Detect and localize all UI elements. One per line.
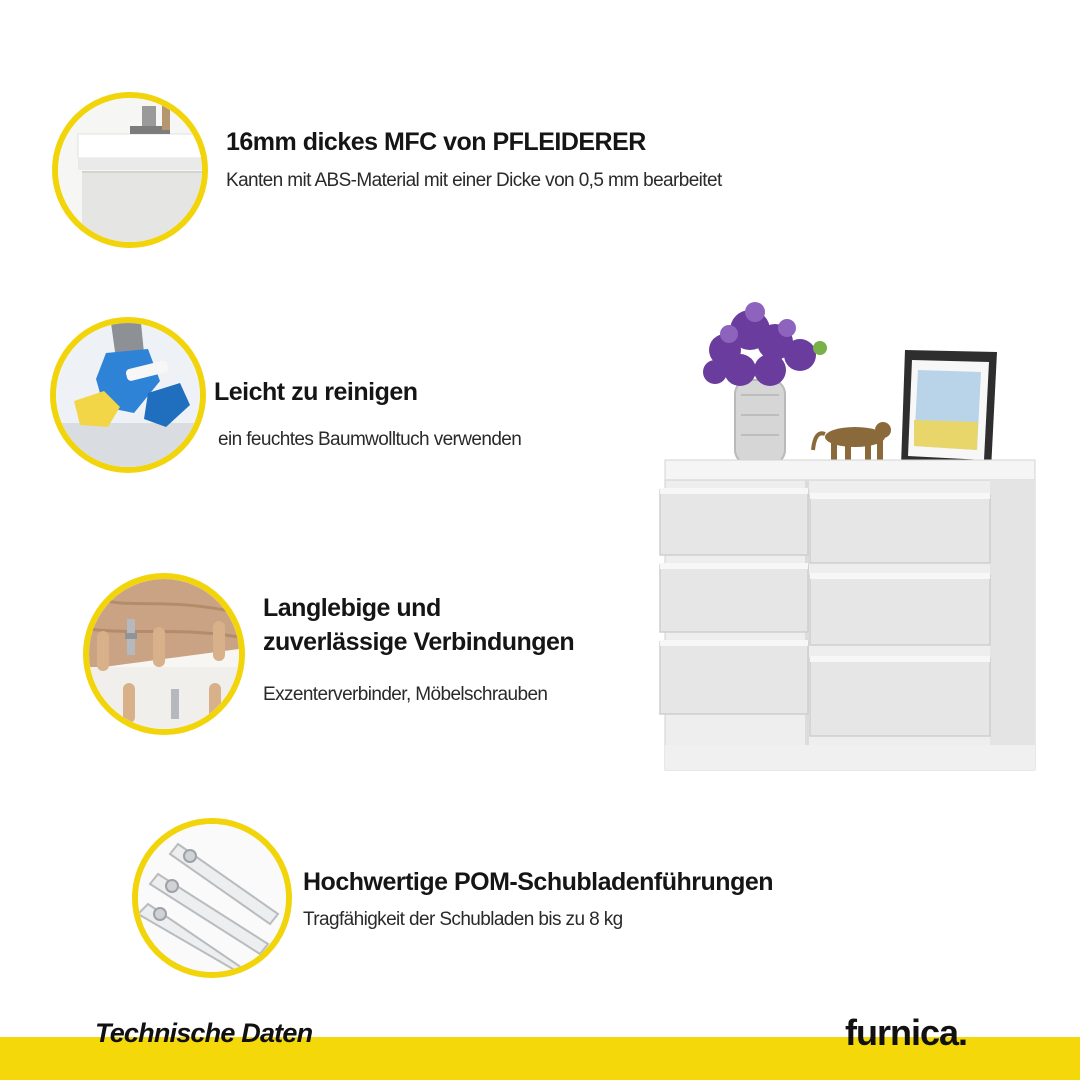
feature-4-image — [132, 818, 292, 978]
feature-3-title-line-2: zuverlässige Verbindungen — [263, 627, 575, 656]
wooden-dowels-icon — [89, 579, 239, 729]
feature-3-description: Exzenterverbinder, Möbelschrauben — [263, 684, 548, 705]
tiger-figurine-icon — [813, 422, 891, 460]
feature-1-title: 16mm dickes MFC von PFLEIDERER — [226, 128, 646, 156]
feature-3-title-line-1: Langlebige und — [263, 594, 441, 622]
feature-1-image — [52, 92, 208, 248]
dresser-product-image — [655, 300, 1075, 780]
feature-4-description: Tragfähigkeit der Schubladen bis zu 8 kg — [303, 909, 623, 930]
feature-2-image — [50, 317, 206, 473]
feature-2-description: ein feuchtes Baumwolltuch verwenden — [218, 429, 522, 450]
drawer-runners-icon — [138, 824, 286, 972]
technical-data-label: Technische Daten — [95, 1018, 313, 1048]
picture-frame-icon — [901, 350, 997, 470]
brand-logo: furnica. — [845, 1012, 968, 1053]
cleaning-glove-icon — [56, 323, 200, 467]
feature-2-title: Leicht zu reinigen — [214, 378, 418, 406]
feature-1-description: Kanten mit ABS-Material mit einer Dicke von 0,5 mm bearbeitet — [226, 170, 722, 191]
feature-4-title: Hochwertige POM-Schubladenführungen — [303, 868, 774, 896]
feature-3-image — [83, 573, 245, 735]
edge-panel-icon — [58, 98, 202, 242]
feature-3-title — [263, 592, 574, 660]
flower-vase-icon — [703, 302, 827, 464]
